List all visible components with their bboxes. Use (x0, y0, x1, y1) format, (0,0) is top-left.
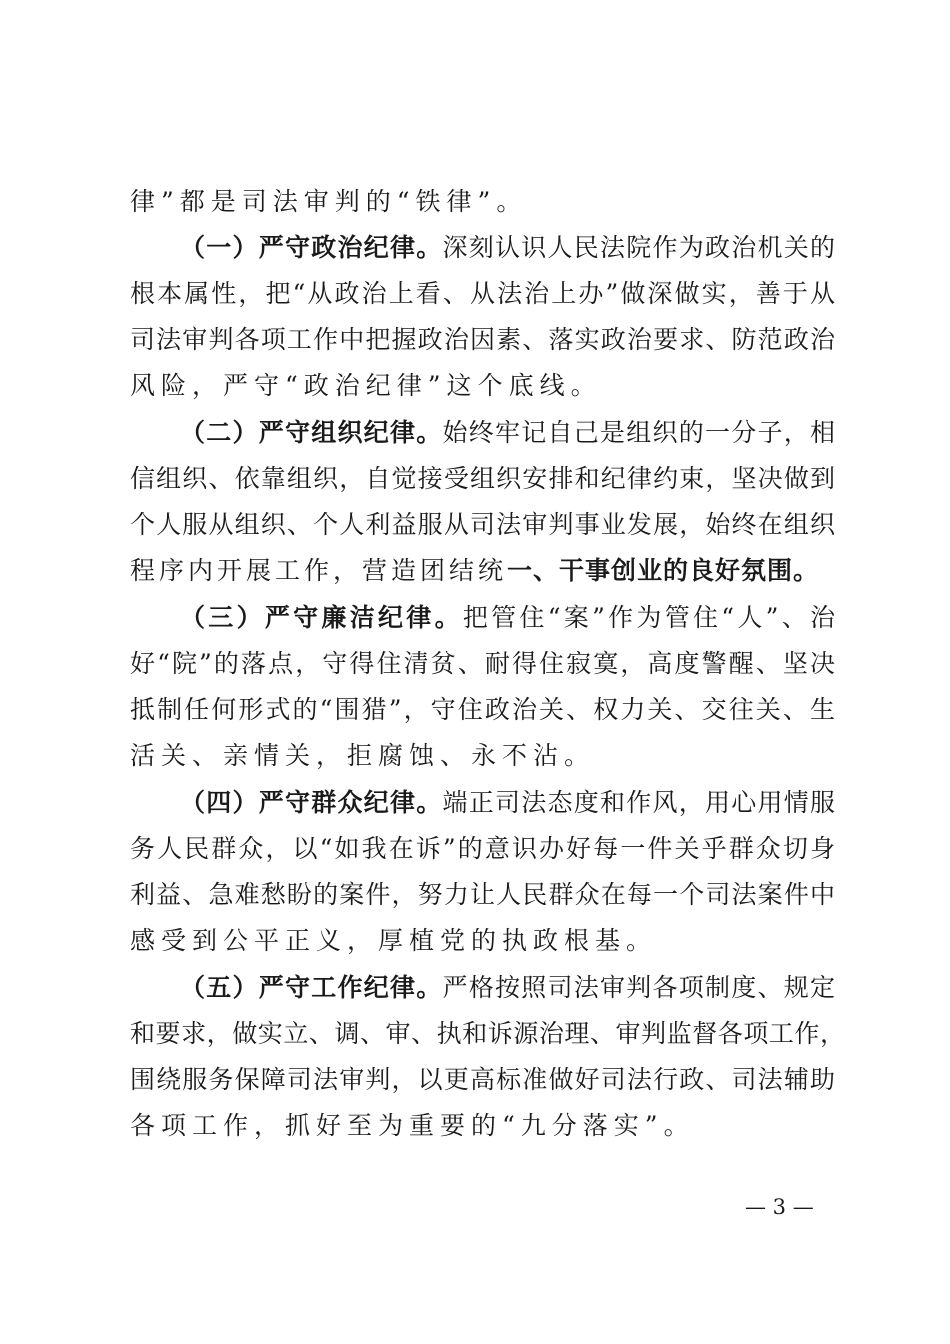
text-line: 司法审判各项工作中把握政治因素、落实政治要求、防范政治 (130, 325, 835, 354)
text-line: 和要求，做实立、调、审、执和诉源治理、审判监督各项工作， (130, 1019, 845, 1048)
text-line (130, 182, 835, 222)
text-line: 抵制任何形式的“围猎”，守住政治关、权力关、交往关、生 (130, 695, 835, 724)
text-line: 各项工作，抓好至为重要的“九分落实”。 (130, 1111, 695, 1140)
text-line: 风险，严守“政治纪律”这个底线。 (130, 371, 602, 400)
paragraph-4-first-line (180, 783, 835, 823)
text-line: 根本属性，把“从政治上看、从法治上办”做深做实，善于从 (130, 279, 835, 308)
paragraph-1-first-line (180, 228, 835, 268)
section-heading-integrity: （三）严守廉洁纪律。 (180, 603, 463, 632)
paragraph-5-first-line (180, 968, 835, 1008)
text-line: 信组织、依靠组织，自觉接受组织安排和纪律约束，坚决做到 (130, 464, 835, 493)
line-text: 严格按照司法审判各项制度、规定 (442, 973, 835, 1002)
paragraph-2-first-line (180, 413, 835, 453)
line-text: 律”都是司法审判的“铁律”。 (130, 187, 528, 216)
text-line: 务人民群众，以“如我在诉”的意识办好每一件关乎群众切身 (130, 834, 835, 863)
line-text: 端正司法态度和作风，用心用情服 (442, 788, 835, 817)
text-line: 活关、亲情关，拒腐蚀、永不沾。 (130, 741, 596, 770)
line-text: 始终牢记自己是组织的一分子，相 (442, 418, 835, 447)
text-line: 程序内开展工作，营造团结统一、干事创业的良好氛围。 (130, 556, 820, 585)
section-heading-masses: （四）严守群众纪律。 (180, 788, 443, 817)
section-heading-work: （五）严守工作纪律。 (180, 973, 443, 1002)
text-line: 好“院”的落点，守得住清贫、耐得住寂寞，高度警醒、坚决 (130, 649, 835, 678)
line-text: 把管住“案”作为管住“人”、治 (462, 603, 835, 632)
paragraph-3-first-line (180, 598, 835, 638)
text-line: 个人服从组织、个人利益服从司法审判事业发展，始终在组织 (130, 510, 835, 539)
page-number: — 3 — (745, 1195, 814, 1219)
text-line: 利益、急难愁盼的案件，努力让人民群众在每一个司法案件中 (130, 880, 835, 909)
section-heading-political: （一）严守政治纪律。 (180, 233, 443, 262)
section-heading-organization: （二）严守组织纪律。 (180, 418, 443, 447)
line-text: 深刻认识人民法院作为政治机关的 (442, 233, 835, 262)
text-line: 感受到公平正义，厚植党的执政根基。 (130, 926, 658, 955)
text-line: 围绕服务保障司法审判，以更高标准做好司法行政、司法辅助 (130, 1065, 835, 1094)
